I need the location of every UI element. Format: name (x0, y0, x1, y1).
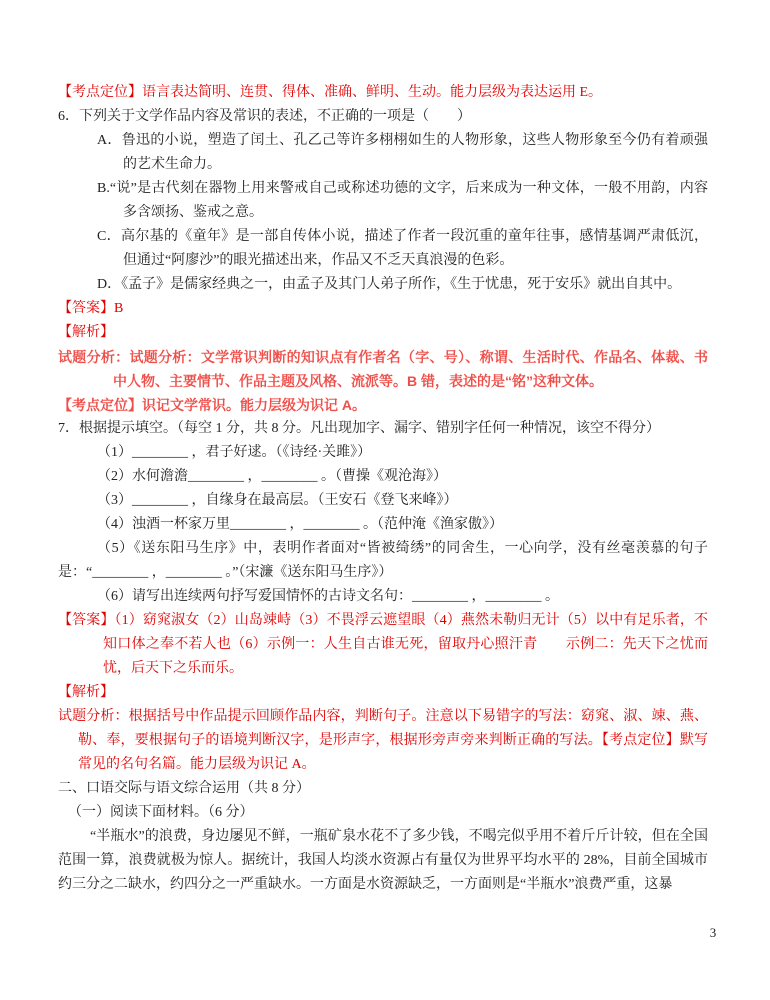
page-number: 3 (709, 925, 717, 940)
q7-item-2: （2）水何澹澹________ ，________ 。（曹操《观沧海》） (97, 469, 447, 484)
q7-stem: 7．根据提示填空。（每空 1 分，共 8 分。凡出现加字、漏字、错别字任何一种情况，该空不得分） (58, 421, 660, 436)
q7-analysis: 试题分析：根据括号中作品提示回顾作品内容，判断句子。注意以下易错字的写法：窈窕、淑、竦、燕、勒、奉，要根据句子的语境判断汉字，是形声字，根据形旁声旁来判断正确的写法。【考点定位】默写常见的名句名篇。能力层级为识记 A。 (58, 709, 708, 772)
section-2-heading: 二、口语交际与语文综合运用（共 8 分） (58, 781, 310, 796)
q6-jiexi-label: 【解析】 (58, 325, 114, 340)
q5-kaodian-note: 【考点定位】语言表达简明、连贯、得体、准确、鲜明、生动。能力层级为表达运用 E。 (58, 85, 603, 100)
q6-option-b: B.“说”是古代刻在器物上用来警戒自己或称述功德的文字，后来成为一种文体，一般不用韵，内容多含颂扬、鉴戒之意。 (97, 181, 708, 220)
q7-item-4: （4）浊酒一杯家万里________ ，________ 。（范仲淹《渔家傲》） (97, 517, 503, 532)
q6-option-a: A．鲁迅的小说，塑造了闰土、孔乙己等许多栩栩如生的人物形象，这些人物形象至今仍有着顽强的艺术生命力。 (97, 133, 708, 172)
section-2-part-1: （一）阅读下面材料。（6 分） (68, 805, 254, 820)
q7-item-5: （5）《送东阳马生序》中，表明作者面对“皆被绮绣”的同舍生，一心向学，没有丝毫羡慕的句子是：“________ ，________ 。”（宋濂《送东阳马生序》） (58, 541, 708, 580)
q6-option-d: D．《孟子》是儒家经典之一，由孟子及其门人弟子所作，《生于忧患，死于安乐》就出自其中。 (97, 277, 682, 292)
q7-item-1: （1）________ ，君子好逑。（《诗经·关雎》） (97, 445, 372, 460)
q7-item-3: （3）________ ，自缘身在最高层。（王安石《登飞来峰》） (97, 493, 458, 508)
q7-item-6: （6）请写出连续两句抒写爱国情怀的古诗文名句：________ ，________ 。 (97, 589, 559, 604)
q6-analysis: 试题分析：试题分析：文学常识判断的知识点有作者名（字、号）、称谓、生活时代、作品名、体裁、书中人物、主要情节、作品主题及风格、流派等。B 错，表述的是“铭”这种文体。 (58, 349, 708, 389)
q7-answer: 【答案】（1）窈窕淑女（2）山岛竦峙（3）不畏浮云遮望眼（4）燕然未勒归无计（5）以中有足乐者，不知口体之奉不若人也（6）示例一：人生自古谁无死，留取丹心照汗青 示例二：先天下之忧而忧，后天下之乐而乐。 (58, 613, 708, 676)
q6-stem: 6．下列关于文学作品内容及常识的表述，不正确的一项是（ ） (58, 109, 471, 124)
q6-answer: 【答案】B (58, 301, 124, 316)
q6-kaodian-note: 【考点定位】识记文学常识。能力层级为识记 A。 (58, 397, 366, 413)
q6-option-c: C．高尔基的《童年》是一部自传体小说，描述了作者一段沉重的童年往事，感情基调严肃低沉，但通过“阿廖沙”的眼光描述出来，作品又不乏天真浪漫的色彩。 (97, 229, 708, 268)
q7-jiexi-label: 【解析】 (58, 685, 114, 700)
exam-document-content (58, 81, 708, 897)
material-paragraph: “半瓶水”的浪费，身边屡见不鲜，一瓶矿泉水花不了多少钱，不喝完似乎用不着斤斤计较，但在全国范围一算，浪费就极为惊人。据统计，我国人均淡水资源占有量仅为世界平均水平的 28%，目前全国城市约三分之二缺水，约四分之一严重缺水。一方面是水资源缺乏，一方面则是“半瓶水”浪费严重，这暴 (58, 829, 708, 892)
